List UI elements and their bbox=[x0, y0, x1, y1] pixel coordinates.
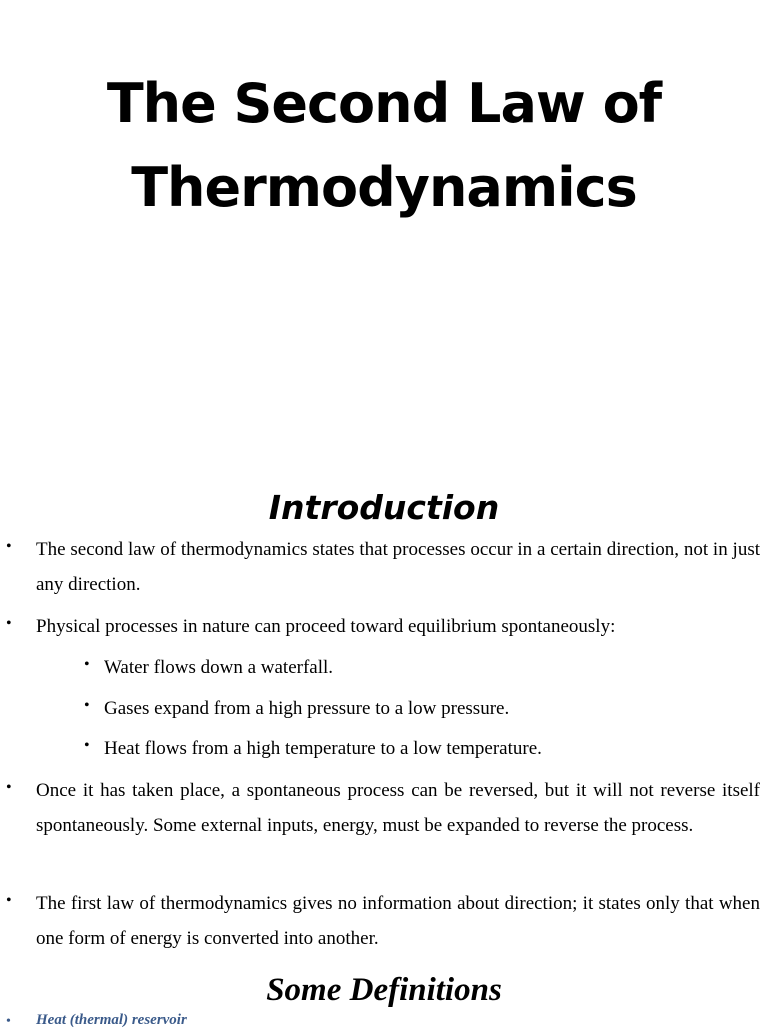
bullet-text: The second law of thermodynamics states that processes occur in a certain direction, not in just any direction. bbox=[36, 539, 760, 595]
title-line-2: Thermodynamics bbox=[131, 156, 637, 219]
sub-bullet-icon: • bbox=[84, 656, 90, 673]
introduction-heading: Introduction bbox=[268, 488, 500, 527]
definitions-heading: Some Definitions bbox=[266, 972, 502, 1008]
definitions-first-item: Heat (thermal) reservoir bbox=[36, 1012, 187, 1028]
sub-bullet-text: Heat flows from a high temperature to a low temperature. bbox=[104, 738, 542, 759]
definitions-bullet-icon: • bbox=[6, 1014, 11, 1029]
bullet-icon: • bbox=[6, 615, 12, 632]
sub-bullet-text: Water flows down a waterfall. bbox=[104, 657, 334, 678]
sub-bullet-icon: • bbox=[84, 737, 90, 754]
title-line-1: The Second Law of bbox=[106, 72, 662, 135]
sub-bullet-text: Gases expand from a high pressure to a low pressure. bbox=[104, 698, 510, 719]
bullet-text: The first law of thermodynamics gives no information about direction; it states only that when one form of energy is converted into another. bbox=[36, 893, 760, 949]
bullet-icon: • bbox=[6, 779, 12, 796]
bullet-icon: • bbox=[6, 892, 12, 909]
bullet-icon: • bbox=[6, 538, 12, 555]
sub-bullet-icon: • bbox=[84, 697, 90, 714]
bullet-text: Physical processes in nature can proceed toward equilibrium spontaneously: bbox=[36, 616, 616, 637]
bullet-text: Once it has taken place, a spontaneous process can be reversed, but it will not reverse itself spontaneously. Some external inputs, energy, must be expanded to reverse the process. bbox=[36, 780, 760, 836]
document-title bbox=[0, 62, 768, 230]
